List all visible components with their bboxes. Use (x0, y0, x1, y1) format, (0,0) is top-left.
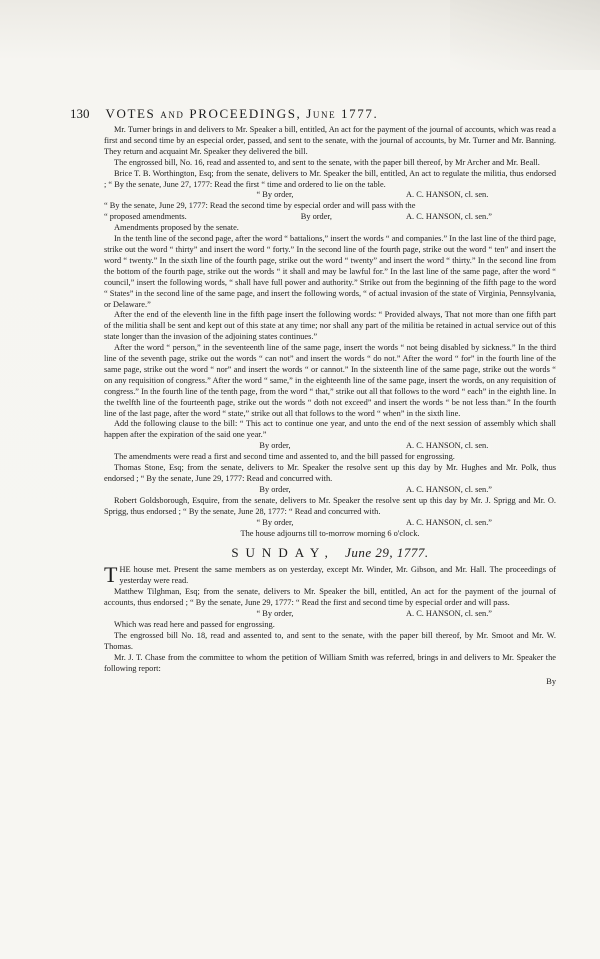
signature-line (104, 518, 556, 529)
day-name: SUNDAY, (231, 545, 335, 561)
signature-line (104, 609, 556, 620)
adjournment-line: The house adjourns till to-morrow morning 6 o'clock. (240, 528, 420, 538)
paragraph (104, 562, 556, 588)
paragraph: In the tenth line of the second page, after the word “ battalions,” insert the words “ and companies.” In the last line of the third page, strike out the word “ thirty” and insert the word “ forty.” In the second line of the fourth page, strike out the word “ ten” and insert the word “ twenty.” In the sixth line of the fourth page, strike out the word “ twenty” and insert the word “ thirty.” In the second line from the bottom of the fourth page, strike out the words “ it shall and may be lawful for.” In the last line of the same page, after the word “ council,” insert the following words, “ shall have full power and authority.” Strike out from the beginning of the fifth page to the word “ States” in the second line of the same page, and insert the following words, “ of actual invasion of the state of Virginia, Pennsylvania, or Delaware.” (104, 234, 556, 309)
signature-line (104, 190, 556, 201)
paragraph: Robert Goldsborough, Esquire, from the senate, delivers to Mr. Speaker the resolve sent up this day by Mr. J. Sprigg and Mr. O. Sprigg, thus endorsed ; “ By the senate, June 28, 1777: “ Read and concurred with. (104, 495, 556, 516)
paragraph: The engrossed bill, No. 16, read and assented to, and sent to the senate, with the paper bill thereof, by Mr Archer and Mr. Beall. (114, 157, 540, 167)
section-heading (104, 545, 556, 561)
paragraph: Add the following clause to the bill: “ This act to continue one year, and unto the end of the next session of assembly which shall happen after the expiration of the said one year.” (104, 419, 556, 440)
page-number: 130 (70, 106, 90, 121)
clerk-signature: A. C. HANSON, cl. sen. (406, 441, 489, 451)
paragraph: Matthew Tilghman, Esq; from the senate, delivers to Mr. Speaker the bill, entitled, An act for the payment of the journal of accounts, thus endorsed ; “ By the senate, June 29, 1777: “ Read the first and second time by especial order and will pass. (104, 587, 556, 608)
paragraph-text: HE house met. Present the same members as on yesterday, except Mr. Winder, Mr. Gibson, and Mr. Hall. The proceedings of yesterday were read. (119, 565, 556, 586)
day-date: June 29, 1777. (345, 545, 429, 561)
by-order: By order, (259, 441, 291, 451)
clerk-signature: A. C. HANSON, cl. sen. (406, 190, 489, 200)
paragraph: The engrossed bill No. 18, read and assented to, and sent to the senate, with the paper bill thereof, by Mr. Smoot and Mr. W. Thomas. (104, 630, 556, 651)
paragraph: Which was read here and passed for engrossing. (114, 619, 275, 629)
paragraph: Amendments proposed by the senate. (114, 223, 239, 233)
paragraph: After the end of the eleventh line in the fifth page insert the following words: “ Provided always, That not more than one fifth part of the militia shall be sent and kept out of this state at any time; nor shall any part of the militia be retained in actual service out of this state longer than the invasion of the adjoining states continues.” (104, 310, 556, 342)
drop-cap: T (104, 562, 118, 588)
by-order: “ By order, (256, 190, 294, 200)
paragraph-fragment: “ proposed amendments. (104, 212, 187, 222)
running-header (70, 106, 560, 122)
catchword: By (546, 677, 556, 687)
by-order: “ By order, (256, 608, 294, 618)
paragraph: The amendments were read a first and second time and assented to, and the bill passed for engrossing. (114, 452, 455, 462)
signature-line (104, 212, 556, 223)
signature-line (104, 485, 556, 496)
signature-line (104, 441, 556, 452)
clerk-signature: A. C. HANSON, cl. sen.” (406, 608, 492, 618)
paragraph: Mr. Turner brings in and delivers to Mr. Speaker a bill, entitled, An act for the payment of the journal of accounts, which was read a first and second time by an especial order, passed, and sent to the senate, with the journal of accounts, by Mr. Turner and Mr. Banning. They return and acquaint Mr. Speaker they delivered the bill. (104, 125, 556, 156)
by-order: “ By order, (256, 517, 294, 527)
paragraph: Mr. J. T. Chase from the committee to whom the petition of William Smith was referred, brings in and delivers to Mr. Speaker the following report: (104, 652, 556, 673)
document-body (104, 125, 556, 688)
clerk-signature: A. C. HANSON, cl. sen.” (406, 484, 492, 494)
by-order: By order, (300, 212, 332, 222)
paragraph: After the word “ person,” in the seventeenth line of the same page, insert the words “ not being disabled by sickness.” In the third line of the seventh page, strike out the words “ can not” and insert the words “ do not.” After the word “ for” in the fourth line of the same page, strike out the word “ nor” and insert the words “ or cannot.” In the sixteenth line of the same page, strike out the words “ on any requisition of congress.” After the word “ same,” in the eighteenth line of the same page, insert the words, on any requisition of congress.” In the fourth line of the tenth page, from the word “ that,” strike out all that follows to the word “ each” in the eighth line. In the twelfth line of the fourteenth page, strike out the words “ doth not exceed” and insert the words “ be not less than.” In the fourth line of the last page, after the word “ state,” strike out all that follows to the word “ when” in the sixth line. (104, 343, 556, 418)
paragraph: Brice T. B. Worthington, Esq; from the senate, delivers to Mr. Speaker the bill, entitled, An act to regulate the militia, thus endorsed ; “ By the senate, June 27, 1777: Read the first “ time and ordered to lie on the table. (104, 168, 556, 189)
clerk-signature: A. C. HANSON, cl. sen.” (406, 517, 492, 527)
by-order: By order, (259, 484, 291, 494)
paper-fold-shadow (450, 0, 600, 70)
paragraph: “ By the senate, June 29, 1777: Read the second time by especial order and will pass with the (104, 201, 416, 211)
clerk-signature: A. C. HANSON, cl. sen.” (406, 212, 492, 222)
paragraph: Thomas Stone, Esq; from the senate, delivers to Mr. Speaker the resolve sent up this day by Mr. Hughes and Mr. Polk, thus endorsed ; “ By the senate, June 29, 1777: Read and concurred with. (104, 463, 556, 483)
page-title: VOTES and PROCEEDINGS, June 1777. (105, 106, 379, 121)
